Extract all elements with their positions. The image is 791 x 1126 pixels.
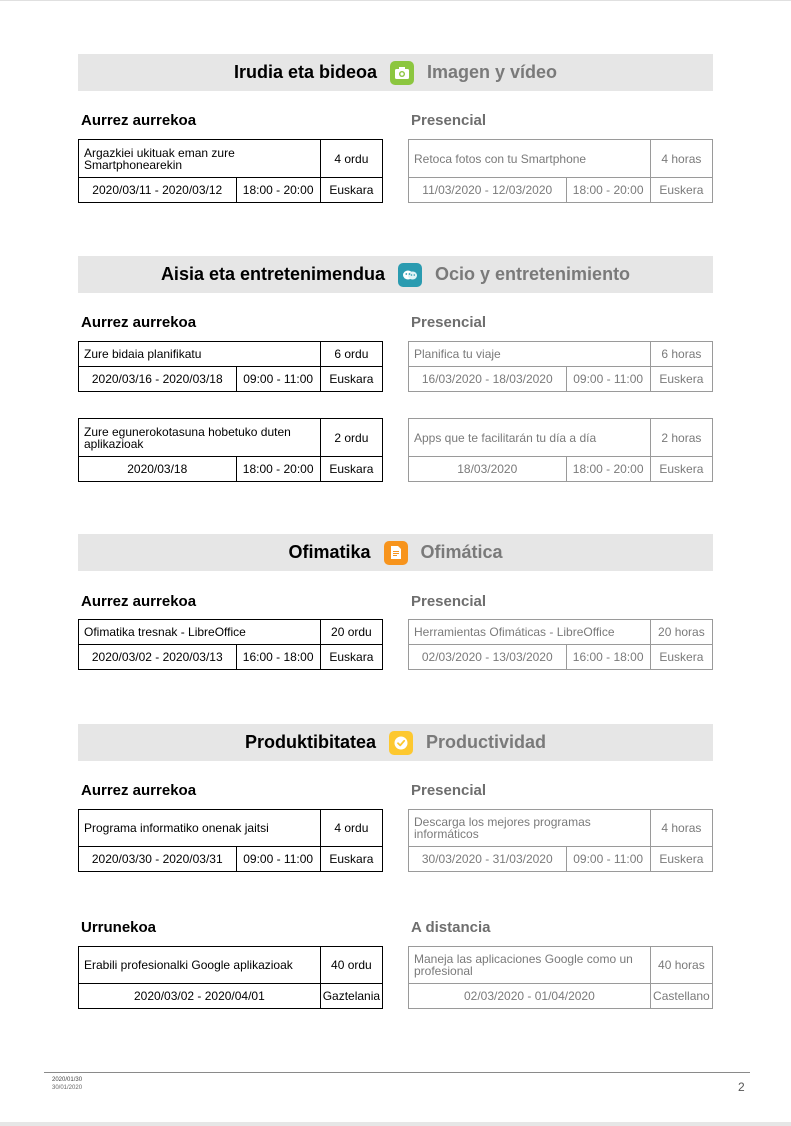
category-header-productivity xyxy=(78,724,713,761)
course-title: Ofimatika tresnak - LibreOffice xyxy=(79,620,321,645)
course-language: Euskara xyxy=(320,178,382,203)
group-label-es: Presencial xyxy=(411,314,487,331)
course-language: Euskera xyxy=(650,847,712,872)
course-dates: 2020/03/02 - 2020/04/01 xyxy=(79,984,321,1009)
checkmark-icon xyxy=(389,731,413,755)
course-hours: 4 horas xyxy=(650,810,712,847)
course-language: Euskara xyxy=(320,457,382,482)
course-hours: 6 horas xyxy=(650,342,712,367)
category-header-leisure xyxy=(78,256,713,293)
course-time: 09:00 - 11:00 xyxy=(566,367,650,392)
course-dates: 2020/03/18 xyxy=(79,457,237,482)
course-title: Descarga los mejores programas informáticos xyxy=(409,810,651,847)
course-language: Euskera xyxy=(650,367,712,392)
course-dates: 2020/03/11 - 2020/03/12 xyxy=(79,178,237,203)
course-language: Euskara xyxy=(320,847,382,872)
category-title-eu: Aisia eta entretenimendua xyxy=(160,264,386,284)
course-title: Retoca fotos con tu Smartphone xyxy=(409,140,651,178)
course-time: 09:00 - 11:00 xyxy=(236,367,320,392)
course-title: Maneja las aplicaciones Google como un profesional xyxy=(409,947,651,984)
course-hours: 40 ordu xyxy=(320,947,382,984)
course-time: 18:00 - 20:00 xyxy=(236,178,320,203)
course-language: Euskara xyxy=(320,645,382,670)
course-table-eu xyxy=(78,139,383,203)
course-dates: 30/03/2020 - 31/03/2020 xyxy=(409,847,567,872)
course-time: 18:00 - 20:00 xyxy=(566,457,650,482)
course-language: Euskera xyxy=(650,178,712,203)
course-language: Euskara xyxy=(320,367,382,392)
course-title: Zure egunerokotasuna hobetuko duten aplikazioak xyxy=(79,419,321,457)
course-title: Zure bidaia planifikatu xyxy=(79,342,321,367)
group-label-es: Presencial xyxy=(411,782,487,799)
document-icon xyxy=(384,541,408,565)
footer-date-eu: 2020/01/30 xyxy=(52,1077,83,1083)
course-dates: 02/03/2020 - 01/04/2020 xyxy=(409,984,651,1009)
course-hours: 2 horas xyxy=(650,419,712,457)
course-table-eu xyxy=(78,946,383,1009)
course-time: 09:00 - 11:00 xyxy=(566,847,650,872)
course-hours: 6 ordu xyxy=(320,342,382,367)
course-table-eu xyxy=(78,418,383,482)
course-table-eu xyxy=(78,619,383,670)
category-title-eu: Ofimatika xyxy=(288,542,371,562)
category-title-eu: Irudia eta bideoa xyxy=(233,62,377,82)
course-dates: 18/03/2020 xyxy=(409,457,567,482)
course-dates: 2020/03/30 - 2020/03/31 xyxy=(79,847,237,872)
group-label-eu: Aurrez aurrekoa xyxy=(81,314,197,331)
category-title-es: Ocio y entretenimiento xyxy=(435,264,631,284)
course-table-eu xyxy=(78,341,383,392)
course-time: 16:00 - 18:00 xyxy=(566,645,650,670)
course-hours: 40 horas xyxy=(650,947,712,984)
course-table-eu xyxy=(78,809,383,872)
footer-divider xyxy=(44,1072,750,1073)
course-hours: 4 ordu xyxy=(320,140,382,178)
course-dates: 2020/03/02 - 2020/03/13 xyxy=(79,645,237,670)
course-hours: 20 ordu xyxy=(320,620,382,645)
category-title-es: Productividad xyxy=(426,732,547,752)
page-bottom-border xyxy=(0,1122,791,1126)
course-title: Apps que te facilitarán tu día a día xyxy=(409,419,651,457)
category-title-es: Imagen y vídeo xyxy=(427,62,558,82)
course-table-es xyxy=(408,418,713,482)
category-title-es: Ofimática xyxy=(420,542,503,562)
course-language: Castellano xyxy=(650,984,712,1009)
course-hours: 4 horas xyxy=(650,140,712,178)
course-title: Planifica tu viaje xyxy=(409,342,651,367)
course-dates: 02/03/2020 - 13/03/2020 xyxy=(409,645,567,670)
group-label-eu: Aurrez aurrekoa xyxy=(81,593,197,610)
course-time: 18:00 - 20:00 xyxy=(236,457,320,482)
course-dates: 16/03/2020 - 18/03/2020 xyxy=(409,367,567,392)
course-dates: 2020/03/16 - 2020/03/18 xyxy=(79,367,237,392)
course-hours: 20 horas xyxy=(650,620,712,645)
footer-date-es: 30/01/2020 xyxy=(52,1085,83,1091)
course-language: Euskera xyxy=(650,457,712,482)
course-table-es xyxy=(408,139,713,203)
course-title: Herramientas Ofimáticas - LibreOffice xyxy=(409,620,651,645)
course-title: Programa informatiko onenak jaitsi xyxy=(79,810,321,847)
course-table-es xyxy=(408,619,713,670)
course-title: Argazkiei ukituak eman zure Smartphonearekin xyxy=(79,140,321,178)
course-hours: 4 ordu xyxy=(320,810,382,847)
theater-masks-icon xyxy=(398,263,422,287)
category-title-eu: Produktibitatea xyxy=(244,732,376,752)
course-table-es xyxy=(408,341,713,392)
group-label-es: Presencial xyxy=(411,112,487,129)
course-dates: 11/03/2020 - 12/03/2020 xyxy=(409,178,567,203)
page-number: 2 xyxy=(738,1080,745,1094)
camera-icon xyxy=(390,61,414,85)
group-label-es: A distancia xyxy=(411,919,491,936)
group-label-eu: Urrunekoa xyxy=(81,919,157,936)
category-header-image-video xyxy=(78,54,713,91)
course-language: Euskera xyxy=(650,645,712,670)
course-hours: 2 ordu xyxy=(320,419,382,457)
course-time: 18:00 - 20:00 xyxy=(566,178,650,203)
group-label-eu: Aurrez aurrekoa xyxy=(81,112,197,129)
course-table-es xyxy=(408,946,713,1009)
course-language: Gaztelania xyxy=(320,984,382,1009)
course-time: 09:00 - 11:00 xyxy=(236,847,320,872)
group-label-es: Presencial xyxy=(411,593,487,610)
page-top-border xyxy=(0,0,791,1)
group-label-eu: Aurrez aurrekoa xyxy=(81,782,197,799)
course-time: 16:00 - 18:00 xyxy=(236,645,320,670)
course-table-es xyxy=(408,809,713,872)
category-header-office xyxy=(78,534,713,571)
course-title: Erabili profesionalki Google aplikazioak xyxy=(79,947,321,984)
